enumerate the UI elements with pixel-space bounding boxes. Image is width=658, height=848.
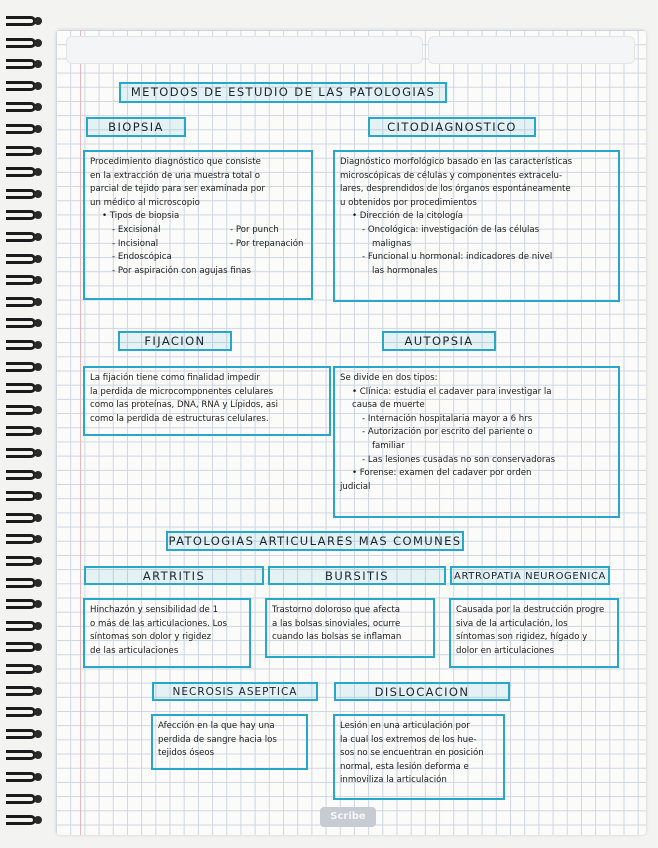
fijacion-line: como las proteínas, DNA, RNA y Lípidos, asi: [90, 400, 278, 411]
artropatia-line: dolor en articulaciones: [456, 645, 555, 656]
spiral-ring: [0, 100, 44, 115]
spiral-ring: [0, 144, 44, 159]
spiral-ring: [0, 360, 44, 375]
autopsia-heading: AUTOPSIA: [382, 331, 496, 351]
spiral-ring: [0, 252, 44, 267]
spiral-ring: [0, 316, 44, 331]
spiral-ring: [0, 619, 44, 634]
spiral-ring: [0, 165, 44, 180]
biopsia-type-item: - Por trepanación: [230, 238, 304, 249]
spiral-ring: [0, 662, 44, 677]
autopsia-box: [333, 366, 620, 518]
artropatia-heading: ARTROPATIA NEUROGENICA: [450, 566, 610, 585]
biopsia-box: [83, 150, 313, 300]
citodiagnostico-item: las hormonales: [372, 265, 438, 276]
bursitis-box: [265, 598, 435, 658]
necrosis-heading: NECROSIS ASEPTICA: [152, 682, 318, 701]
citodiagnostico-heading: CITODIAGNOSTICO: [368, 117, 536, 137]
biopsia-type-item: - Excisional: [112, 224, 161, 235]
necrosis-box: [151, 714, 308, 770]
autopsia-sub-item: - Autorización por escrito del pariente o: [362, 427, 533, 438]
bursitis-heading: BURSITIS: [268, 566, 446, 585]
spiral-ring: [0, 576, 44, 591]
spiral-ring: [0, 489, 44, 504]
spiral-ring: [0, 14, 44, 29]
citodiagnostico-sub-label: • Dirección de la citología: [352, 211, 464, 222]
fijacion-box: [83, 366, 331, 436]
header-field-right: [428, 36, 635, 64]
artropatia-box: [449, 598, 619, 668]
citodiagnostico-line: u obtenidos por procedimientos: [340, 197, 477, 208]
autopsia-clinica: causa de muerte: [352, 400, 425, 411]
biopsia-type-item: - Por aspiración con agujas finas: [112, 265, 251, 276]
necrosis-line: tejidos óseos: [158, 748, 215, 759]
citodiagnostico-item: malignas: [372, 238, 412, 249]
autopsia-clinica: • Clínica: estudia el cadaver para investigar la: [352, 386, 552, 397]
spiral-ring: [0, 532, 44, 547]
spiral-ring: [0, 792, 44, 807]
necrosis-line: perdida de sangre hacia los: [158, 734, 277, 745]
spiral-ring: [0, 727, 44, 742]
spiral-ring: [0, 403, 44, 418]
dislocacion-line: sos no se encuentran en posición: [340, 748, 484, 759]
fijacion-heading: FIJACION: [118, 331, 232, 351]
dislocacion-line: inmoviliza la articulación: [340, 775, 447, 786]
spiral-ring: [0, 57, 44, 72]
spiral-ring: [0, 446, 44, 461]
artropatia-line: síntomas son rigidez, hígado y: [456, 632, 588, 643]
artritis-line: o más de las articulaciones. Los: [90, 618, 227, 629]
spiral-ring: [0, 813, 44, 828]
spiral-ring: [0, 468, 44, 483]
autopsia-forense: • Forense: examen del cadaver por orden: [352, 468, 532, 479]
spiral-ring: [0, 36, 44, 51]
spiral-ring: [0, 230, 44, 245]
spiral-ring: [0, 122, 44, 137]
spiral-ring: [0, 381, 44, 396]
dislocacion-line: Lesión en una articulación por: [340, 721, 470, 731]
artritis-line: síntomas son dolor y rigidez: [90, 632, 212, 643]
fijacion-line: como la perdida de estructuras celulares.: [90, 413, 269, 424]
dislocacion-box: [333, 714, 505, 800]
fijacion-line: la perdida de microcomponentes celulares: [90, 386, 274, 397]
spiral-ring: [0, 338, 44, 353]
spiral-ring: [0, 684, 44, 699]
dislocacion-line: normal, esta lesión deforma e: [340, 761, 469, 772]
bursitis-line: a las bolsas sinoviales, ocurre: [272, 618, 401, 629]
biopsia-type-item: - Incisional: [112, 238, 159, 249]
autopsia-sub-item: - Las lesiones cusadas no son conservadoras: [362, 454, 556, 465]
spiral-ring: [0, 640, 44, 655]
biopsia-line: un médico al microscopio: [90, 197, 200, 208]
biopsia-line: en la extracción de una muestra total o: [90, 170, 261, 181]
autopsia-sub-item: familiar: [372, 440, 405, 451]
fijacion-line: La fijación tiene como finalidad impedir: [90, 373, 260, 383]
spiral-ring: [0, 770, 44, 785]
spiral-ring: [0, 511, 44, 526]
artritis-heading: ARTRITIS: [84, 566, 264, 585]
artritis-box: [83, 598, 251, 668]
biopsia-types-label: • Tipos de biopsia: [102, 211, 180, 222]
spiral-ring: [0, 295, 44, 310]
section-title: PATOLOGIAS ARTICULARES MAS COMUNES: [166, 531, 464, 551]
main-title: METODOS DE ESTUDIO DE LAS PATOLOGIAS: [119, 82, 447, 103]
dislocacion-heading: DISLOCACION: [334, 682, 510, 701]
spiral-ring: [0, 79, 44, 94]
autopsia-intro: Se divide en dos tipos:: [340, 373, 438, 383]
bursitis-line: cuando las bolsas se inflaman: [272, 632, 402, 643]
scribe-watermark: Scribe: [320, 807, 376, 827]
citodiagnostico-line: microscópicas de células y componentes extracelu-: [340, 170, 563, 181]
autopsia-forense: judicial: [340, 481, 371, 492]
citodiagnostico-line: lares, desprendidos de los órganos espontáneamente: [340, 184, 571, 195]
biopsia-type-item: - Por punch: [230, 224, 279, 235]
biopsia-heading: BIOPSIA: [86, 117, 186, 137]
artropatia-line: Causada por la destrucción progre: [456, 605, 605, 615]
biopsia-line: Procedimiento diagnóstico que consiste: [90, 157, 261, 167]
spiral-ring: [0, 187, 44, 202]
citodiagnostico-line: Diagnóstico morfológico basado en las características: [340, 157, 573, 167]
artritis-line: de las articulaciones: [90, 645, 179, 656]
biopsia-line: parcial de tejido para ser examinada por: [90, 184, 265, 195]
spiral-ring: [0, 208, 44, 223]
artropatia-line: siva de la articulación, los: [456, 618, 568, 629]
artritis-line: Hinchazón y sensibilidad de 1: [90, 605, 219, 615]
biopsia-types: [90, 224, 306, 265]
spiral-ring: [0, 424, 44, 439]
citodiagnostico-item: - Oncológica: investigación de las células: [362, 224, 540, 235]
necrosis-line: Afección en la que hay una: [158, 721, 275, 731]
spiral-ring: [0, 748, 44, 763]
spiral-ring: [0, 597, 44, 612]
dislocacion-line: la cual los extremos de los hue-: [340, 734, 477, 745]
bursitis-line: Trastorno doloroso que afecta: [272, 605, 400, 615]
citodiagnostico-box: [333, 150, 620, 302]
spiral-ring: [0, 554, 44, 569]
header-field-left: [66, 36, 423, 64]
spiral-ring: [0, 273, 44, 288]
biopsia-type-item: - Endoscópica: [112, 252, 172, 263]
spiral-ring: [0, 705, 44, 720]
margin-line: [80, 30, 81, 835]
citodiagnostico-item: - Funcional u hormonal: indicadores de nivel: [362, 252, 553, 263]
autopsia-sub-item: - Internación hospitalaria mayor a 6 hrs: [362, 413, 533, 424]
